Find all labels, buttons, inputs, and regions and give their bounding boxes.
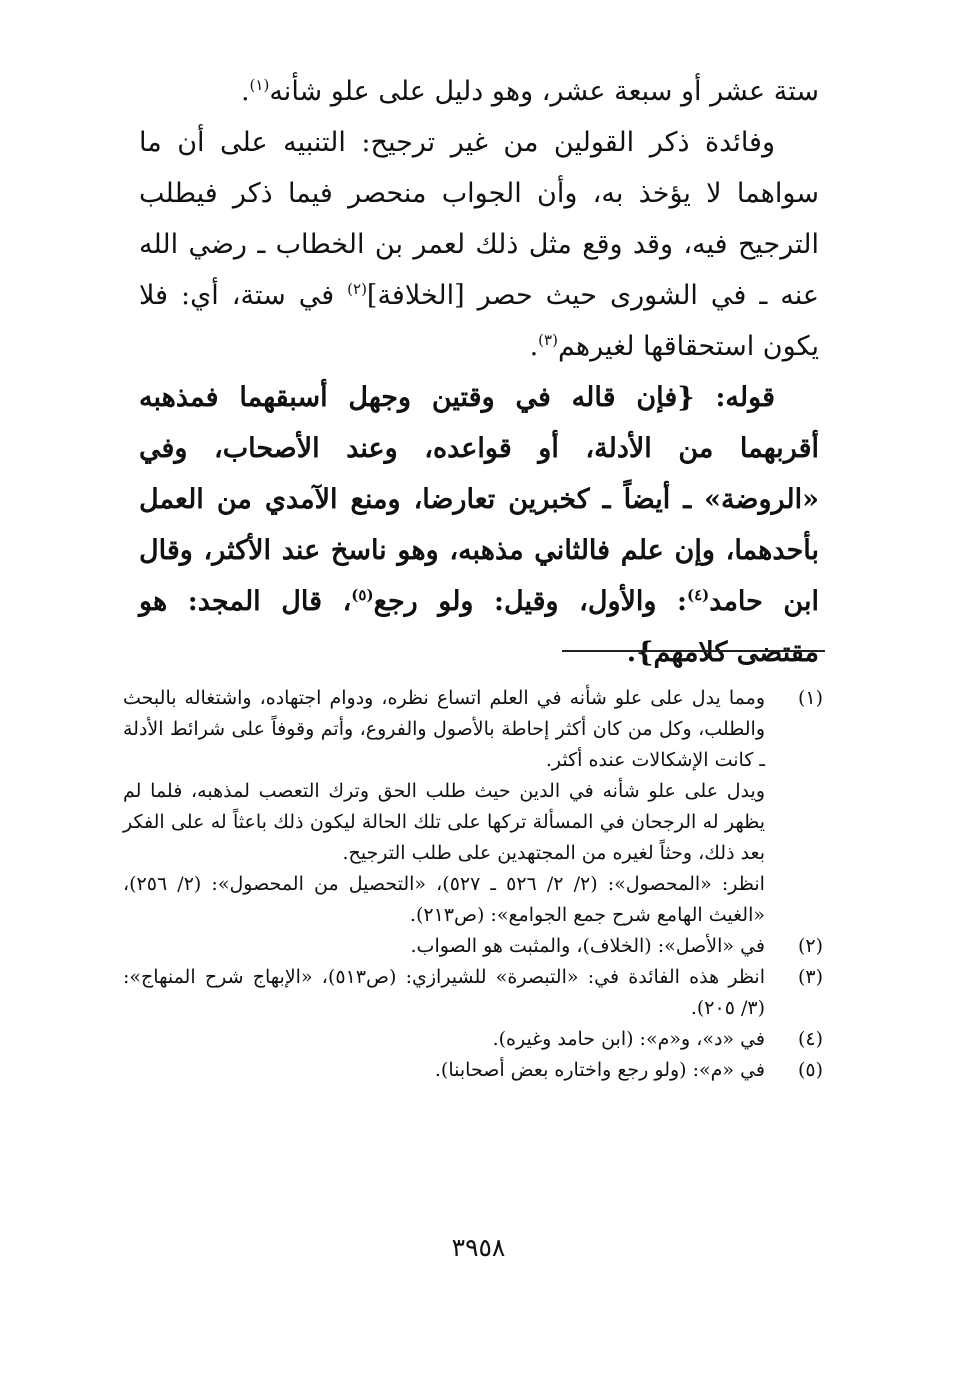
footnote-number: (٥) — [797, 1059, 823, 1081]
paragraph-3-text-b: : والأول، وقيل: ولو رجع — [373, 586, 687, 617]
footnote-number: (٢) — [797, 935, 823, 957]
footnote-number: (٤) — [797, 1028, 823, 1050]
footnote-2 — [123, 931, 823, 962]
footnote-5 — [123, 1055, 823, 1086]
footnote-ref-5: (٥) — [351, 586, 374, 604]
paragraph-3-matn — [139, 372, 819, 678]
footnote-1 — [123, 683, 823, 931]
footnote-paragraph: في «الأصل»: (الخلاف)، والمثبت هو الصواب. — [410, 935, 765, 957]
footnote-number: (١) — [797, 687, 823, 709]
footnote-ref-4: (٤) — [687, 586, 710, 604]
footnote-ref-1: (١) — [249, 76, 270, 94]
footnote-body — [123, 1055, 765, 1086]
paragraph-2-text-c: . — [529, 331, 539, 362]
footnote-body — [123, 1024, 765, 1055]
footnote-4 — [123, 1024, 823, 1055]
paragraph-1 — [139, 66, 819, 117]
paragraph-3-text-c: ، قال المجد: هو مقتضى كلامهم}. — [139, 586, 819, 668]
footnote-body — [123, 931, 765, 962]
paragraph-2-text-b: في ستة، أي: فلا يكون استحقاقها لغيرهم — [139, 280, 819, 362]
paragraph-1-text: ستة عشر أو سبعة عشر، وهو دليل على علو شأنه — [269, 76, 819, 107]
footnote-paragraph: ويدل على علو شأنه في الدين حيث طلب الحق وترك التعصب لمذهبه، فلما لم يظهر له الرجحان في المسألة تركها على تلك الحالة ليكون ذلك باعثاً له على الفكر بعد ذلك، وحثاً لغيره من المجتهدين على طلب الترجيح. — [123, 780, 765, 864]
footnotes — [123, 683, 823, 1086]
footnote-3 — [123, 962, 823, 1024]
footnote-paragraph: انظر: «المحصول»: (٢/ ٢/ ٥٢٦ ـ ٥٢٧)، «التحصيل من المحصول»: (٢/ ٢٥٦)، «الغيث الهامع شرح جمع الجوامع»: (ص٢١٣). — [123, 873, 765, 926]
footnote-body — [123, 683, 765, 931]
footnote-separator — [562, 650, 825, 652]
footnote-paragraph: في «م»: (ولو رجع واختاره بعض أصحابنا). — [434, 1059, 765, 1081]
footnote-number: (٣) — [797, 966, 823, 988]
footnote-paragraph: في «د»، و«م»: (ابن حامد وغيره). — [492, 1028, 765, 1050]
paragraph-2-text-a: وفائدة ذكر القولين من غير ترجيح: التنبيه على أن ما سواهما لا يؤخذ به، وأن الجواب منحصر فيما ذكر فيطلب الترجيح فيه، وقد وقع مثل ذلك لعمر بن الخطاب ـ رضي الله عنه ـ في الشورى حيث حصر [الخلافة] — [139, 127, 819, 311]
paragraph-1-tail: . — [240, 76, 250, 107]
footnote-paragraph: ومما يدل على علو شأنه في العلم اتساع نظره، ودوام اجتهاده، واشتغاله بالبحث والطلب، وكل من كان أكثر إحاطة بالأصول والفروع، وأتم وقوفاً على شرائط الأدلة ـ كانت الإشكالات عنده أكثر. — [123, 687, 765, 771]
footnote-ref-2: (٢) — [347, 280, 367, 298]
paragraph-2 — [139, 117, 819, 372]
footnote-paragraph: انظر هذه الفائدة في: «التبصرة» للشيرازي: (ص٥١٣)، «الإبهاج شرح المنهاج»: (٣/ ٢٠٥). — [123, 966, 765, 1019]
main-text — [139, 66, 819, 678]
page-number: ٣٩٥٨ — [451, 1233, 506, 1262]
footnote-ref-3: (٣) — [538, 331, 558, 349]
footnote-body — [123, 962, 765, 1024]
paragraph-3-text-a: قوله: {فإن قاله في وقتين وجهل أسبقهما فمذهبه أقربهما من الأدلة، أو قواعده، وعند الأصحاب، وفي «الروضة» ـ أيضاً ـ كخبرين تعارضا، ومنع الآمدي من العمل بأحدهما، وإن علم فالثاني مذهبه، وهو ناسخ عند الأكثر، وقال ابن حامد — [139, 382, 819, 617]
